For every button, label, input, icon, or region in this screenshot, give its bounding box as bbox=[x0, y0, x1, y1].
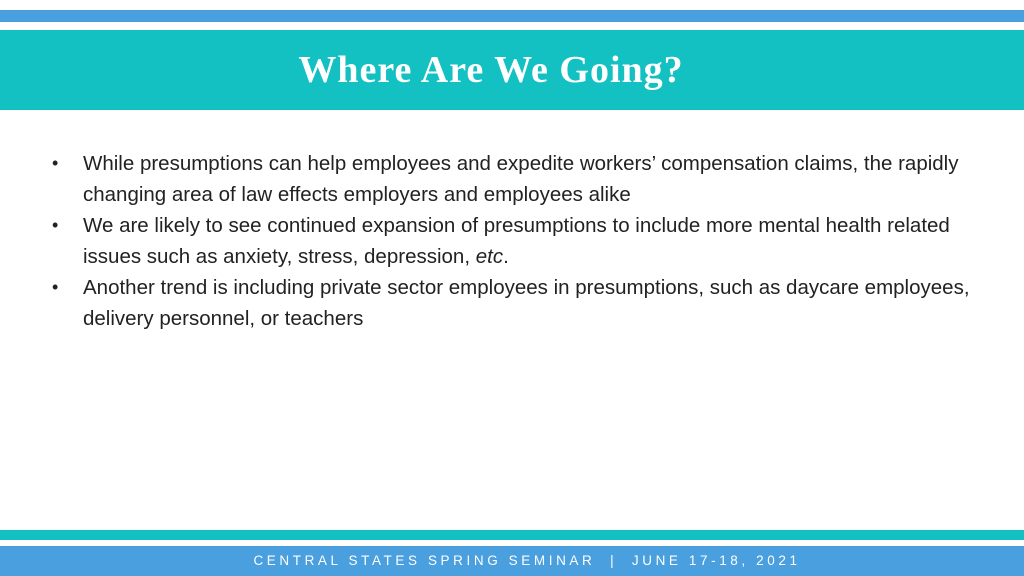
footer-band bbox=[0, 546, 1024, 576]
top-accent-stripe bbox=[0, 10, 1024, 22]
bullet-list bbox=[52, 148, 972, 334]
bullet-text: Another trend is including private sector employees in presumptions, such as daycare employees, delivery personnel, or teachers bbox=[83, 276, 970, 330]
bullet-icon: • bbox=[52, 277, 59, 297]
bullet-item-2 bbox=[52, 210, 972, 272]
bullet-text-end: . bbox=[503, 245, 509, 268]
footer-text: CENTRAL STATES SPRING SEMINAR | JUNE 17-18, 2021 bbox=[253, 553, 801, 568]
bullet-text: While presumptions can help employees and expedite workers’ compensation claims, the rapidly changing area of law effects employers and employees alike bbox=[83, 152, 959, 206]
bullet-item-1 bbox=[52, 148, 972, 210]
bullet-icon: • bbox=[52, 215, 59, 235]
bottom-accent-stripe bbox=[0, 530, 1024, 540]
bullet-text-italic: etc bbox=[475, 245, 504, 268]
bullet-item-3 bbox=[52, 272, 972, 334]
bullet-icon: • bbox=[52, 153, 59, 173]
slide-title: Where Are We Going? bbox=[298, 49, 684, 91]
bullet-text: We are likely to see continued expansion of presumptions to include more mental health related issues such as anxiety, stress, depression, bbox=[83, 214, 950, 268]
title-band bbox=[0, 30, 1024, 110]
